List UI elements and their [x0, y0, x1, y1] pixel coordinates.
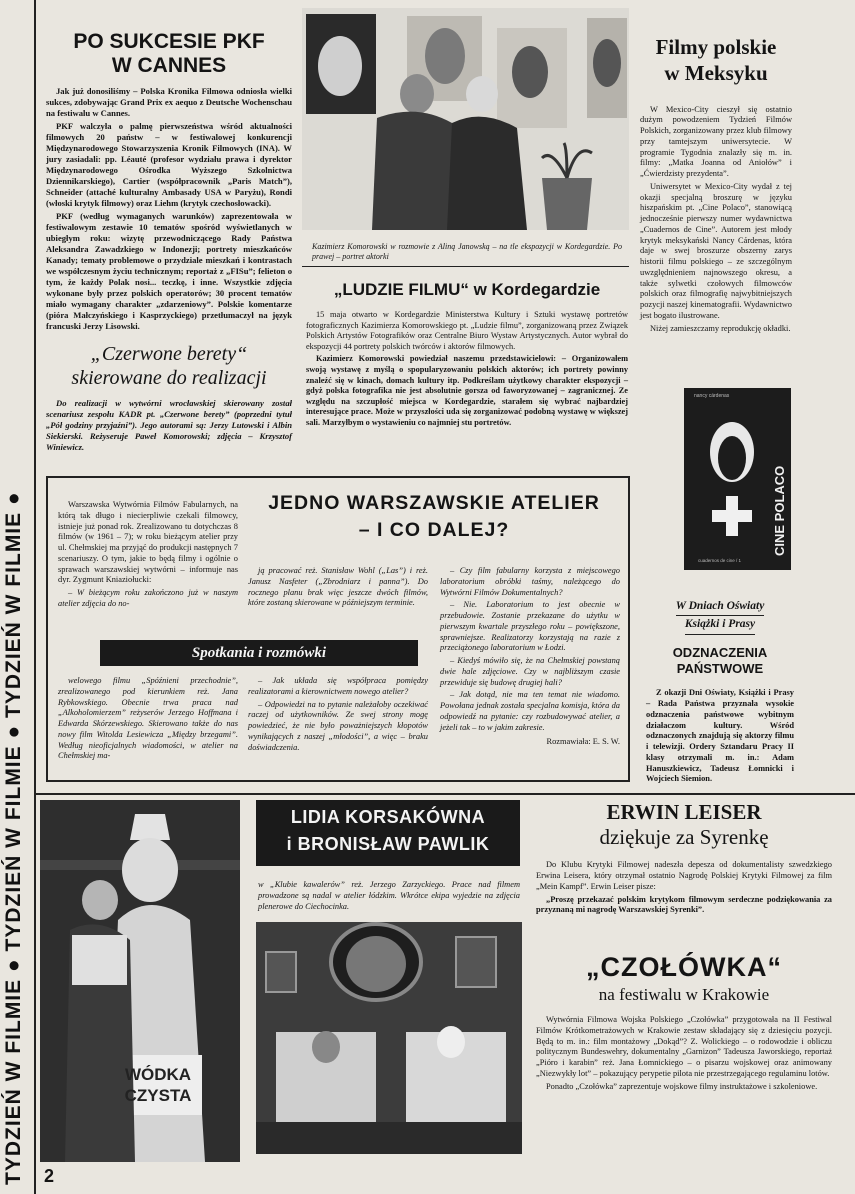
atelier-col3-a: – Czy film fabularny korzysta z miejscowego laboratorium obróbki taśmy, należącego do Wytwórni Filmów Dokumentalnych?	[440, 566, 620, 597]
leiser-p2: „Proszę przekazać polskim krytykom filmowym serdeczne podziękowania za przyznaną mi nagrodę Warszawskiej Syrenki”.	[536, 894, 832, 915]
cannes-title	[46, 30, 292, 78]
article-atelier	[46, 476, 630, 782]
meksyk-body	[640, 105, 792, 335]
meksyk-title-line2: w Meksyku	[664, 61, 768, 86]
czolowka-body	[536, 1015, 832, 1092]
atelier-col1-top	[58, 500, 238, 612]
atelier-col1-a: Warszawska Wytwórnia Filmów Fabularnych, na którą tak długo i niecierpliwie czekali filmowcy, istnieje już ponad rok. Zrealizowano tu dotychczas 8 filmów (w 1961 – 7); w roku bieżącym atelier przy ul. Chełmskiej ma przyjąć do produkcji następnych 7 scenariuszy. O tym, jakie to będą filmy i ogólnie o sprawach warszawskiej wytwórni – informuje nas dyr. Zygmunt Kniaziołucki:	[58, 500, 238, 585]
page-number: 2	[44, 1166, 55, 1186]
bottle-label	[116, 1064, 200, 1107]
korsakowna-title	[256, 800, 520, 866]
oswiata-header	[646, 598, 794, 635]
bottle-label-line1: WÓDKA	[124, 1065, 192, 1084]
atelier-col2-b: – Jak układa się współpraca pomiędzy realizatorami a kierownictwem nowego atelier?	[248, 676, 428, 696]
ludzie-title: „LUDZIE FILMU“ w Kordegardzie	[333, 280, 601, 299]
cover-author: nancy cárdenas	[694, 393, 730, 399]
oswiata-header-line1: W Dniach Oświaty	[676, 598, 765, 616]
atelier-col3	[440, 566, 620, 750]
atelier-col1-bottom	[58, 676, 238, 764]
bottle-scene	[40, 800, 240, 1162]
czolowka-title-line2: na festiwalu w Krakowie	[598, 985, 770, 1005]
bed-photo	[256, 922, 522, 1154]
berety-title-line2: skierowane do realizacji	[71, 367, 267, 389]
ludzie-body	[306, 310, 628, 429]
korsakowna-title-line2: i BRONISŁAW PAWLIK	[286, 834, 490, 854]
cannes-p2: PKF walczyła o palmę pierwszeństwa wśród aktualności filmowych 20 państw – w festiwalowej konkurencji Międzynarodowego Stowarzyszenia Kronik Filmowych (INA). W jury zasiadali: pp. Léauté (profesor wydziału prawa i dyrektor Międzynarodowego Ośrodka Wyższego Szkolnictwa Dziennikarskiego), Cartier (współpracownik „Paris Match”), Schneider (attaché kulturalny Ambasady USA w Paryżu), Rondi (włoski krytyk filmowy) oraz Liehm (krytyk czechosłowacki).	[46, 121, 292, 209]
cover-series: cuadernos de cine / 1	[698, 558, 742, 563]
spotkania-banner: Spotkania i rozmówki	[100, 640, 418, 666]
berety-body	[46, 398, 292, 453]
leiser-title	[536, 800, 832, 850]
leiser-body	[536, 860, 832, 916]
atelier-title-line2: – I CO DALEJ?	[358, 519, 510, 542]
ludzie-p1: 15 maja otwarto w Kordegardzie Ministerstwa Kultury i Sztuki wystawę portretów fotograficznych Kazimierza Komorowskiego pt. „Ludzie filmu”, zorganizowaną przez Związek Polskich Artystów Fotografików oraz Centralne Biuro Wystaw Artystycznych. Autor wybrał do ekspozycji 44 portrety polskich twórców i aktorów filmowych.	[306, 310, 628, 351]
cannes-title-line2: W CANNES	[111, 54, 227, 78]
oswiata-title-line2: PAŃSTWOWE	[676, 661, 764, 677]
article-leiser	[536, 800, 832, 918]
czolowka-p1: Wytwórnia Filmowa Wojska Polskiego „Czołówka” przygotowała na II Festiwal Filmów Krótkometrażowych w Krakowie zestaw składający się z dziesięciu pozycji. Będą to m. in.: film montażowy „Dokąd”? Z. Wolickiego – o rodowodzie i obliczu politycznym Bundeswehry, dokumentalny „Garnizon” Tadeusza Jaworskiego, reportaż „Pióro i karabin” reż. Jana Łomnickiego – o pisarzu wojskowej oraz animowany „Niezwykły lot” – pokazujący perypetie pilota nie przestrzegającego regulaminu lotów.	[536, 1015, 832, 1078]
atelier-col2-a: ją pracować reż. Stanisław Wohl („Las”) i reż. Janusz Nasfeter („Zbrodniarz i panna”). Do rocznego planu brak więc jeszcze dwóch filmów, które zostaną skierowane w późniejszym terminie.	[248, 566, 428, 608]
oswiata-header-line2: Książki i Prasy	[685, 616, 755, 634]
article-oswiata	[646, 598, 794, 787]
atelier-col1-b: – W bieżącym roku zakończono już w naszym atelier zdjęcia do no-	[58, 588, 238, 608]
cannes-p1: Jak już donosiliśmy – Polska Kronika Filmowa odniosła wielki sukces, zdobywając Grand Prix ex aequo z Deutsche Wochenschau na festiwalu w Cannes.	[46, 86, 292, 119]
czolowka-title-line1: „CZOŁÓWKA“	[586, 952, 782, 982]
bed-scene	[256, 922, 522, 1154]
exhibition-photo	[302, 8, 629, 230]
meksyk-p1: W Mexico-City cieszył się ostatnio dużym powodzeniem Tydzień Filmów Polskich, zorganizowany przez klub filmowy przy tamtejszym uniwersytecie. W programie Tygodnia znalazły się m. in. filmy: „Matka Joanna od Aniołów” i „Ćwierdzisty prezydenta”.	[640, 104, 792, 178]
article-berety	[46, 342, 292, 455]
berety-title-line1: „Czerwone berety“	[90, 343, 248, 365]
korsakowna-title-line1: LIDIA KORSAKÓWNA	[290, 807, 486, 827]
ludzie-photo	[302, 8, 629, 230]
cannes-title-line1: PO SUKCESIE PKF	[73, 30, 265, 53]
cannes-body	[46, 86, 292, 332]
article-ludzie	[306, 280, 628, 431]
atelier-col2-bottom	[248, 676, 428, 755]
article-czolowka	[536, 952, 832, 1094]
ludzie-caption: Kazimierz Komorowski w rozmowie z Aliną Janowską – na tle ekspozycji w Kordegardzie. Po prawej – portret aktorki	[312, 242, 622, 261]
oswiata-text: Z okazji Dni Oświaty, Książki i Prasy – Rada Państwa przyznała wysokie odznaczenia państwowe wybitnym działaczom kultury. Wśród odznaczonych znajdują się aktorzy filmu i telewizji. Ordery Sztandaru Pracy II klasy otrzymali m. in.: Adam Hanuszkiewicz, Tadeusz Łomnicki i Wojciech Siemion.	[646, 688, 794, 784]
article-cannes	[46, 30, 292, 334]
sidebar-banner	[0, 0, 36, 1194]
oswiata-body	[646, 688, 794, 785]
meksyk-p2: Uniwersytet w Mexico-City wydał z tej okazji specjalną broszurę w języku hiszpańskim pt. „Cine Polaco”, stanowiącą jednocześnie pierwszy numer wydawnictwa „Cuadernos de Cine”. Autorem jest młody krytyk meksykański Nancy Cárdenas, która daje w swej broszurze obszerny zarys historii filmu polskiego – ze szczególnym uwzględnieniem najnowszego okresu, a także sylwetki czołowych filmowców polskich oraz filmografię najwybitniejszych pozycji naszej kinematografii. Wydawnictwo jest bogato ilustrowane.	[640, 181, 792, 320]
caption-rule	[302, 266, 629, 267]
berety-title	[46, 342, 292, 390]
meksyk-p3: Niżej zamieszczamy reprodukcję okładki.	[650, 323, 791, 333]
leiser-p1: Do Klubu Krytyki Filmowej nadeszła depesza od dokumentalisty szwedzkiego Erwina Leisera, który otrzymał ostatnio Nagrodę Polskiej Krytyki Filmowej za film „Mein Kampf”. Erwin Leiser pisze:	[536, 860, 832, 891]
sidebar-text: TYDZIEŃ W FILMIE ● TYDZIEŃ W FILMIE ● TYDZIEŃ W FILMIE ●	[2, 491, 25, 1185]
ludzie-p2: Kazimierz Komorowski powiedział naszemu przedstawicielowi: – Organizowałem swoją wystawę z myślą o spopularyzowaniu polskich aktorów; ich portrety powinny znaleźć się w kinach, domach kultury itp. Podkreślam użytkowy charakter ekspozycji – gdyż polska fotografika nie jest absolutnie gorsza od faworyzowanej – zagranicznej. Ze względu na szczupłość miejsca w Kordegardzie, starałem się wybrać najbardziej interesujące prace. Może w przyszłości uda się zorganizować podobną wystawę w większej sali. Marzyłbym o wystawieniu co najmniej stu portretów.	[306, 354, 628, 428]
korsakowna-text: w „Klubie kawalerów” reż. Jerzego Zarzyckiego. Prace nad filmem prowadzone są nadal w atelier łódzkim. Wkrótce ekipa wyjedzie na zdjęcia plenerowe do Ciechocinka.	[258, 880, 520, 911]
atelier-signature: Rozmawiała: E. S. W.	[546, 737, 620, 747]
cine-polaco-cover	[684, 388, 791, 570]
atelier-title	[244, 490, 624, 545]
atelier-col3-c: – Kiedyś mówiło się, że na Chełmskiej powstaną dwie hale zdjęciowe. Czy w najbliższym czasie przewiduje się budowę drugiej hali?	[440, 656, 620, 687]
atelier-title-line1: JEDNO WARSZAWSKIE ATELIER	[268, 492, 600, 514]
oswiata-title	[646, 645, 794, 679]
czolowka-p2: Ponadto „Czołówka” zaprezentuje wojskowe filmy instruktażowe i szkoleniowe.	[546, 1081, 818, 1091]
bottle-label-line2: CZYSTA	[124, 1086, 192, 1106]
article-meksyk	[640, 34, 792, 336]
section-divider	[36, 793, 855, 795]
leiser-title-line2: dziękuje za Syrenkę	[599, 825, 769, 850]
oswiata-title-line1: ODZNACZENIA	[672, 644, 768, 660]
meksyk-title	[640, 34, 792, 87]
atelier-col2-c: – Odpowiedzi na to pytanie należałoby oczekiwać raczej od użytkowników. Ze swej strony mogę powiedzieć, że nie było poważniejszych kłopotów wynikających z naszej „młodości”, a więc – braku doświadczenia.	[248, 699, 428, 752]
leiser-title-line1: ERWIN LEISER	[606, 800, 762, 824]
atelier-col1-c: welowego filmu „Spóźnieni przechodnie”, zrealizowanego pod kierunkiem reż. Jana Rybkowskiego. Obecnie trwa praca nad „Alkoholomierzem” reżyserów Jerzego Hoffmana i Edwarda Skórzewskiego. Skierowano także do nas nowy film Witolda Lesiewicza „Między brzegami”. Według nieoficjalnych wiadomości, w atelier na Chełmskiej ma-	[58, 676, 238, 761]
cannes-p3: PKF (według wymaganych warunków) zaprezentowała w festiwalowym zestawie 10 tematów spośród wyświetlanych w ubiegłym roku: wizytę przewodniczącego Rady Państwa Aleksandra Zawadzkiego w Indonezji; portrety mieszkańców Kanady; tematy problemowe o przydziale mieszkań i kontrastach we współczesnym życiu technicznym; reportaż z „FISu”; felieton o tym, że każdy Polak nosi... teczkę, i inne. Wszystkie zdjęcia wykonane były przez polskich operatorów; 30 procent tematów miało wymagany charakter „zdarzeniowy”. Polskie komentarze (pióra Małczyńskiego i Kasprzyckiego) przetłumaczył na język francuski Jerzy Lisowski.	[46, 211, 292, 332]
berety-text: Do realizacji w wytwórni wrocławskiej skierowany został scenariusz zespołu KADR pt. „Czerwone berety” (poprzedni tytuł „Pół godziny przyjaźni”). Jego autorami są: Jerzy Lutowski i Albin Siekierski. Reżyseruje Paweł Komorowski; zdjęcia – Krzysztof Winiewicz.	[46, 398, 292, 452]
bottle-photo	[40, 800, 240, 1162]
cover-title: CINE POLACO	[772, 465, 787, 556]
atelier-col2-top	[248, 566, 428, 611]
meksyk-title-line1: Filmy polskie	[655, 35, 777, 59]
atelier-col3-d: – Jak dotąd, nie ma ten temat nie wiadomo. Powołana jednak została specjalna komisja, która da odpowiedź na pytanie: czy rozbudowywać atelier, a jeżeli tak – to w jakim zakresie.	[440, 690, 620, 732]
atelier-col3-b: – Nie. Laboratorium to jest obecnie w przebudowie. Zostanie przekazane do użytku w pierwszym kwartale przyszłego roku – powiększone, sprawniejsze. Realizatorzy korzystają na razie z przeciążonego laboratorium w Łodzi.	[440, 600, 620, 653]
